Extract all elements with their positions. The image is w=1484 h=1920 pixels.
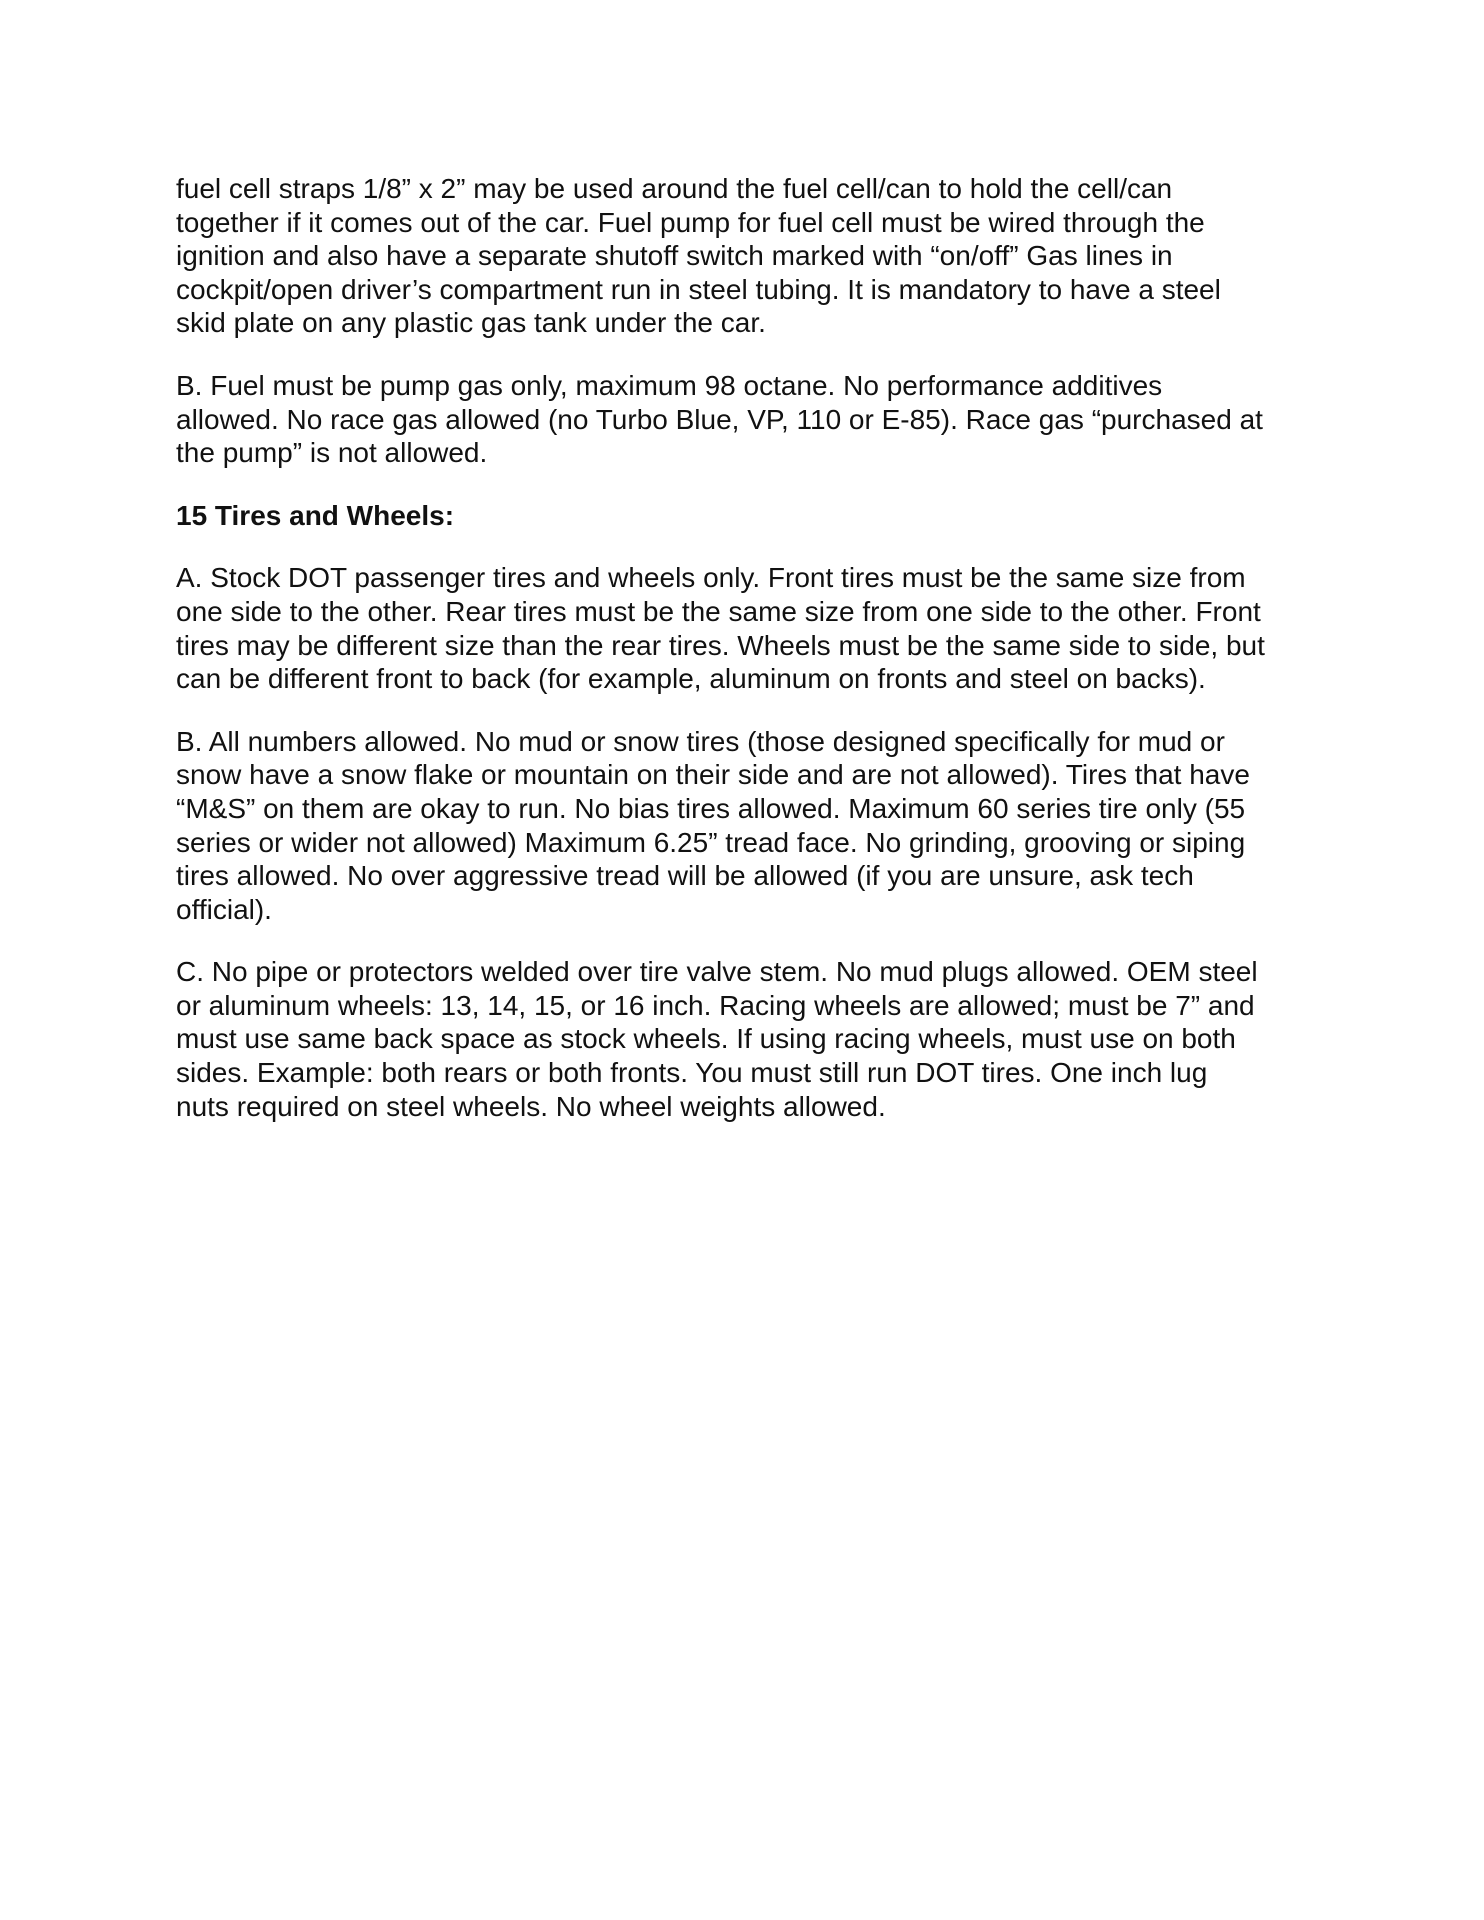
paragraph-tires-b: B. All numbers allowed. No mud or snow tires (those designed specifically for mud or snow have a snow flake or mountain on their side and are not allowed). Tires that have “M&S” on them are okay to run. No bias tires allowed. Maximum 60 series tire only (55 series or wider not allowed) Maximum 6.25” tread face. No grinding, grooving or siping tires allowed. No over aggressive tread will be allowed (if you are unsure, ask tech official). <box>176 725 1250 925</box>
document-page <box>176 172 1336 1152</box>
paragraph-fuel-b: B. Fuel must be pump gas only, maximum 98 octane. No performance additives allowed. No race gas allowed (no Turbo Blue, VP, 110 or E-85). Race gas “purchased at the pump” is not allowed. <box>176 369 1263 469</box>
paragraph-tires-c: C. No pipe or protectors welded over tire valve stem. No mud plugs allowed. OEM steel or aluminum wheels: 13, 14, 15, or 16 inch. Racing wheels are allowed; must be 7” and must use same back space as stock wheels. If using racing wheels, must use on both sides. Example: both rears or both fronts. You must still run DOT tires. One inch lug nuts required on steel wheels. No wheel weights allowed. <box>176 956 1258 1122</box>
paragraph-fuel-cell: fuel cell straps 1/8” x 2” may be used around the fuel cell/can to hold the cell/can together if it comes out of the car. Fuel pump for fuel cell must be wired through the ignition and also have a separate shutoff switch marked with “on/off” Gas lines in cockpit/open driver’s compartment run in steel tubing. It is mandatory to have a steel skid plate on any plastic gas tank under the car. <box>176 173 1221 339</box>
paragraph-tires-a: A. Stock DOT passenger tires and wheels only. Front tires must be the same size from one side to the other. Rear tires must be the same size from one side to the other. Front tires may be different size than the rear tires. Wheels must be the same side to side, but can be different front to back (for example, aluminum on fronts and steel on backs). <box>176 562 1265 695</box>
section-heading-tires-and-wheels: 15 Tires and Wheels: <box>176 499 455 531</box>
